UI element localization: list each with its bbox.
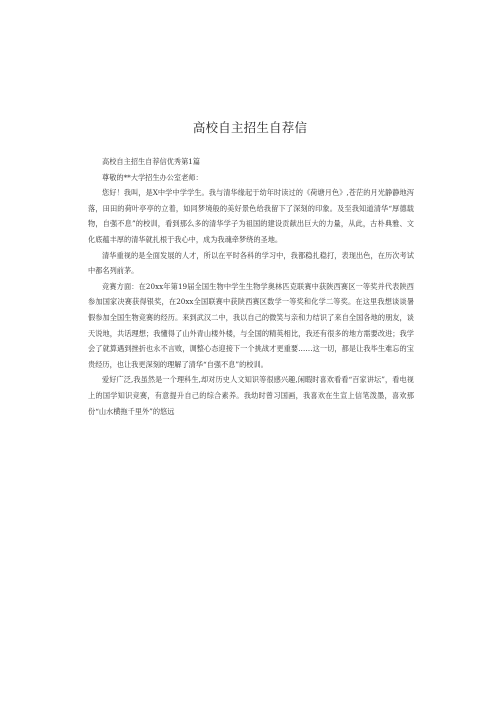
paragraph-salutation: 尊敬的**大学招生办公室老师： bbox=[102, 172, 203, 182]
paragraph-competitions: 竞赛方面：在20xx年第19届全国生物中学生生物学奥林匹克联赛中获陕西赛区一等奖并代表陕西参加国家决赛获得银奖，在20xx全国联赛中获陕西赛区数学一等奖和化学二等奖。在这里我想谈谈暑假参加全国生物竞赛的经历。来到武汉二中，我以自己的微笑与亲和力结识了来自全国各地的朋友，谈天说地，共话理想；我懂得了山外青山楼外楼，与全国的精英相比，我还有很多的地方需要改进；我学会了就算遇到挫折也永不言败，调整心态迎接下一个挑战才更重要……这一切，都是让我毕生难忘的宝贵经历，也让我更深刻的理解了清华“自强不息”的校训。 bbox=[88, 281, 414, 369]
paragraph-introduction: 您好！我叫，是X中学中学学生。我与清华缘起于幼年时读过的《荷塘月色》,苍茫的月光静静地泻落，田田的荷叶亭亭的立着，如同梦境般的美好景色给我留下了深刻的印象。及至我知道清华“厚德载物，自强不息”的校训，看到那么多的清华学子为祖国的建设贡献出巨大的力量，从此，古朴典雅、文化底蕴丰厚的清华就扎根于我心中，成为我魂牵梦绕的圣地。 bbox=[88, 188, 414, 244]
paragraph-heading: 高校自主招生自荐信优秀第1篇 bbox=[102, 157, 201, 166]
document-title: 高校自主招生自荐信 bbox=[192, 120, 308, 135]
document-body bbox=[88, 154, 414, 419]
paragraph-hobbies: 爱好广泛,我虽然是一个理科生,却对历史人文知识等很感兴趣,闲暇时喜欢看看“百家讲坛”，看电视上的国学知识竞赛，有意提升自己的综合素养。我幼时曾习国画，我喜欢在生宣上信笔泼墨，喜欢那份“山水横拖千里外”的悠远 bbox=[88, 375, 414, 416]
paragraph-academics: 清华重视的是全面发展的人才，所以在平时各科的学习中，我都稳扎稳打，表现出色，在历次考试中都名列前茅。 bbox=[88, 250, 414, 276]
